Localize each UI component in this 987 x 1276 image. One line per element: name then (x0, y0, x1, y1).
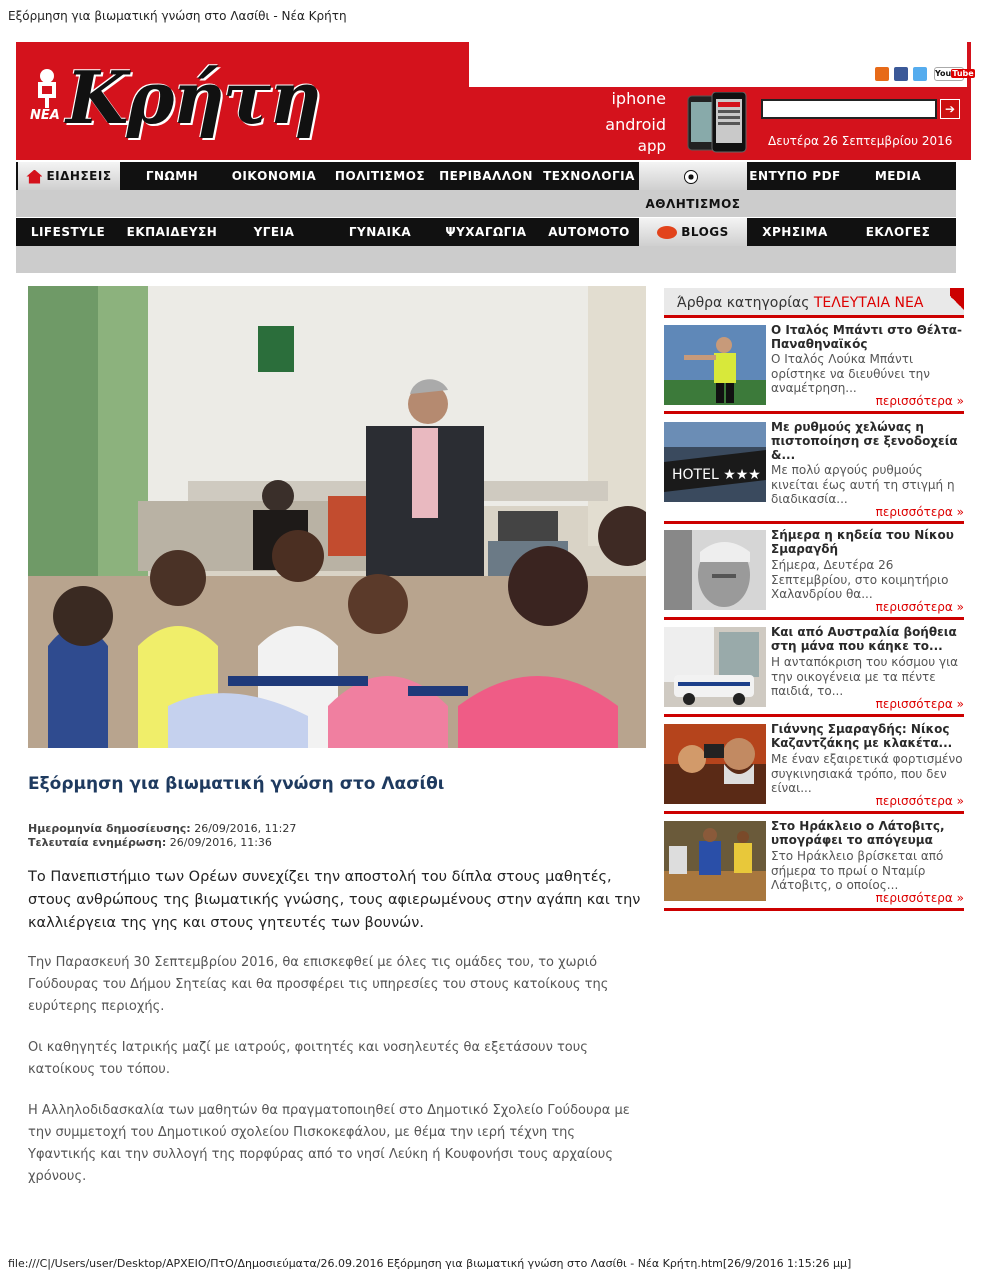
logo-nea: ΝΕΑ (30, 108, 60, 123)
article-title: Εξόρμηση για βιωματική γνώση στο Λασίθι (28, 774, 445, 794)
sidebar-article-text: Σήμερα, Δευτέρα 26 Σεπτεμβρίου, στο κοιμητήριο Χαλανδρίου θα... (771, 558, 949, 601)
youtube-icon[interactable]: YouTube (934, 67, 964, 81)
nav-item-news[interactable]: ΕΙΔΗΣΕΙΣ (18, 162, 120, 190)
sidebar-thumbnail[interactable] (664, 724, 766, 804)
sidebar-heading-corner (950, 288, 964, 318)
nav-item-automoto[interactable]: AUTOMOTO (548, 225, 630, 239)
sidebar-heading-category[interactable]: ΤΕΛΕΥΤΑΙΑ ΝΕΑ (813, 295, 924, 311)
published-label: Ημερομηνία δημοσίευσης: (28, 822, 191, 835)
sidebar-article-text: Στο Ηράκλειο βρίσκεται από σήμερα το πρωί ο Νταμίρ Λάτοβιτς, ο οποίος... (771, 849, 944, 892)
article-paragraph: Οι καθηγητές Ιατρικής μαζί με ιατρούς, φοιτητές και νοσηλευτές θα εξετάσουν τους κατοίκους του τόπου. (28, 1040, 588, 1077)
more-link[interactable]: περισσότερα » (875, 600, 964, 614)
more-link[interactable]: περισσότερα » (875, 394, 964, 408)
app-label-app[interactable]: app (637, 137, 666, 155)
facebook-icon[interactable] (894, 67, 908, 81)
article-paragraph: Την Παρασκευή 30 Σεπτεμβρίου 2016, θα επισκεφθεί με όλες τις ομάδες του, το χωριό Γούδουρας του Δήμου Σητείας και θα προσφέρει τις υπηρεσίες του στους κατοίκους της ευρύτερης περιοχής. (28, 955, 609, 1014)
twitter-icon[interactable] (913, 67, 927, 81)
smartphones-icon[interactable] (686, 92, 750, 154)
page-footer-path: file:///C|/Users/user/Desktop/ΑΡΧΕΙΟ/ΠτΟ/Δημοσιεύματα/26.09.2016 Εξόρμηση για βιωματική γνώση στο Λασίθι - Νέα Κρήτη.htm[26/9/2016 1:15:26 μμ] (8, 1257, 852, 1270)
football-icon (684, 170, 698, 184)
more-link[interactable]: περισσότερα » (875, 697, 964, 711)
nav-item-print-pdf[interactable]: ΕΝΤΥΠΟ PDF (749, 169, 841, 183)
sidebar-article-title[interactable]: Και από Αυστραλία βοήθεια στη μάνα που κάηκε το... (771, 625, 957, 653)
nav-item-useful[interactable]: ΧΡΗΣΙΜΑ (762, 225, 828, 239)
sidebar-article-title[interactable]: Γιάννης Σμαραγδής: Νίκος Καζαντζάκης με κλακέτα... (771, 722, 953, 750)
sidebar-thumbnail[interactable] (664, 325, 766, 405)
nav-row-2 (16, 218, 956, 246)
sidebar-article[interactable] (664, 419, 964, 524)
sidebar-article[interactable] (664, 818, 964, 911)
site-logo[interactable]: Κρήτη (66, 55, 320, 140)
nav-item-culture[interactable]: ΠΟΛΙΤΙΣΜΟΣ (334, 169, 426, 183)
nav-item-woman[interactable]: ΓΥΝΑΙΚΑ (348, 225, 412, 239)
sidebar-article-title[interactable]: Ο Ιταλός Μπάντι στο Θέλτα-Παναθηναϊκός (771, 323, 963, 351)
sidebar-article[interactable] (664, 322, 964, 414)
sidebar-thumbnail[interactable] (664, 627, 766, 707)
search-button[interactable]: ➔ (940, 99, 960, 119)
nav-item-opinion[interactable]: ΓΝΩΜΗ (145, 169, 199, 183)
sidebar-article-title[interactable]: Στο Ηράκλειο ο Λάτοβιτς, υπογράφει το απόγευμα (771, 819, 945, 847)
app-label-iphone[interactable]: iphone (611, 89, 666, 108)
sidebar-article-text: Ο Ιταλός Λούκα Μπάντι ορίστηκε να διευθύνει την αναμέτρηση... (771, 352, 930, 395)
published-value: 26/09/2016, 11:27 (194, 822, 297, 835)
header-date: Δευτέρα 26 Σεπτεμβρίου 2016 (768, 134, 953, 148)
sidebar-heading: Άρθρα κατηγορίας ΤΕΛΕΥΤΑΙΑ ΝΕΑ (664, 288, 964, 318)
rss-icon[interactable] (875, 67, 889, 81)
sidebar-thumbnail[interactable] (664, 422, 766, 502)
nav-item-health[interactable]: ΥΓΕΙΑ (253, 225, 295, 239)
published-line (28, 822, 296, 835)
updated-label: Τελευταία ενημέρωση: (28, 836, 167, 849)
article-photo (28, 286, 646, 748)
sidebar-thumbnail[interactable] (664, 530, 766, 610)
sidebar-article-text: Η ανταπόκριση του κόσμου για την οικογένεια με τα πέντε παιδιά, το... (771, 655, 959, 698)
nav-item-economy[interactable]: ΟΙΚΟΝΟΜΙΑ (231, 169, 317, 183)
home-icon (26, 170, 42, 184)
nav-item-environment[interactable]: ΠΕΡΙΒΑΛΛΟΝ (439, 169, 533, 183)
nav-item-elections[interactable]: ΕΚΛΟΓΕΣ (865, 225, 931, 239)
sidebar-article-title[interactable]: Σήμερα η κηδεία του Νίκου Σμαραγδή (771, 528, 954, 556)
sidebar-article[interactable] (664, 624, 964, 717)
more-link[interactable]: περισσότερα » (875, 794, 964, 808)
more-link[interactable]: περισσότερα » (875, 505, 964, 519)
updated-line (28, 836, 272, 849)
sidebar-article-text: Με έναν εξαιρετικά φορτισμένο συγκινησιακά τρόπο, που δεν είναι... (771, 752, 963, 795)
sidebar-article[interactable] (664, 721, 964, 814)
app-label-android[interactable]: android (605, 115, 666, 134)
nav-row-1 (16, 162, 956, 211)
page-title: Εξόρμηση για βιωματική γνώση στο Λασίθι - Νέα Κρήτη (8, 9, 347, 23)
nav-item-education[interactable]: ΕΚΠΑΙΔΕΥΣΗ (126, 225, 218, 239)
article-paragraph: Η Αλληλοδιδασκαλία των μαθητών θα πραγματοποιηθεί στο Δημοτικό Σχολείο Γούδουρα με την συμμετοχή του Δημοτικού σχολείου Πισκοκεφάλου, με θέμα την ιερή τέχνη της Υφαντικής και την συλλογή της πορφύρας από το νησί Λεύκη ή Κουφονήσι τους αρχαίους χρόνους. (28, 1103, 630, 1184)
sidebar-article-text: Με πολύ αργούς ρυθμούς κινείται έως αυτή τη στιγμή η διαδικασία... (771, 463, 955, 506)
search-input[interactable] (761, 99, 937, 119)
nav-item-entertainment[interactable]: ΨΥΧΑΓΩΓΙΑ (445, 225, 527, 239)
hotel-sign-text: HOTEL ★★★ (672, 467, 761, 483)
speech-bubble-icon (657, 226, 677, 239)
sidebar-article[interactable] (664, 527, 964, 620)
sidebar-article-title[interactable]: Με ρυθμούς χελώνας η πιστοποίηση σε ξενοδοχεία &... (771, 420, 958, 462)
updated-value: 26/09/2016, 11:36 (169, 836, 272, 849)
nav-item-technology[interactable]: ΤΕΧΝΟΛΟΓΙΑ (543, 169, 635, 183)
nav-item-blogs[interactable]: BLOGS (639, 218, 747, 246)
sidebar-thumbnail[interactable] (664, 821, 766, 901)
nav-item-media[interactable]: MEDIA (874, 169, 922, 183)
more-link[interactable]: περισσότερα » (875, 891, 964, 905)
article-lead: Το Πανεπιστήμιο των Ορέων συνεχίζει την αποστολή του δίπλα στους μαθητές, στους ανθρώπους της βιωματικής γνώσης, τους αφιερωμένους στην αγάπη και την καλλιέργεια της γης και στους γητευτές των βουνών. (28, 869, 641, 931)
nav-item-sports[interactable]: ΑΘΛΗΤΙΣΜΟΣ (639, 162, 747, 190)
nav-item-lifestyle[interactable]: LIFESTYLE (30, 225, 106, 239)
